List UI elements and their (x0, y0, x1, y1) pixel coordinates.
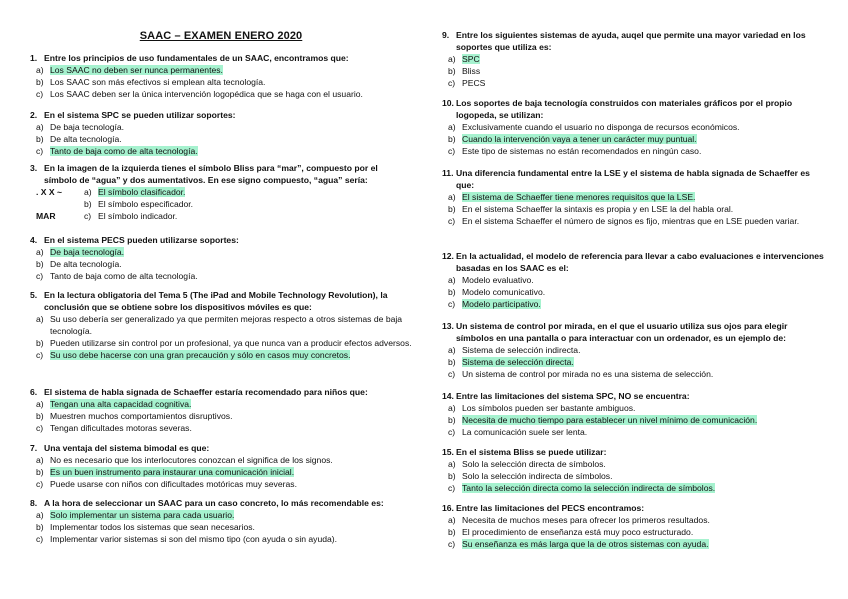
correct-answer-highlight: Tengan una alta capacidad cognitiva. (50, 398, 192, 409)
option-letter: b) (448, 470, 456, 481)
option-letter: c) (36, 422, 44, 433)
question-text: Una diferencia fundamental entre la LSE y el sistema de habla signada de Schaeffer es que: (456, 168, 810, 190)
option-text: Los símbolos pueden ser bastante ambiguos. (462, 402, 636, 413)
option-letter: b) (36, 258, 44, 269)
option-text: En el sistema Schaeffer el número de signos es fijo, mientras que en LSE pueden variar. (462, 215, 800, 226)
question-number: 10. (442, 98, 454, 108)
option-a (442, 345, 826, 357)
option-letter: a) (448, 274, 456, 285)
option-text: Sistema de selección indirecta. (462, 344, 581, 355)
option-a (442, 515, 826, 527)
correct-answer-highlight: El símbolo clasificador. (98, 186, 186, 197)
question-number: 5. (30, 290, 38, 300)
option-letter: c) (448, 215, 456, 226)
option-text: Solo la selección directa de símbolos. (462, 458, 606, 469)
question-14 (442, 391, 826, 439)
option-c (442, 78, 826, 90)
option-text: Tanto de baja como de alta tecnología. (50, 270, 198, 281)
option-text: De alta tecnología. (50, 133, 122, 144)
option-b (442, 287, 826, 299)
option-a (30, 314, 412, 338)
option-text: Este tipo de sistemas no están recomendados en ningún caso. (462, 145, 702, 156)
option-letter: a) (448, 458, 456, 469)
option-c (30, 271, 412, 283)
correct-answer-highlight: Es un buen instrumento para instaurar una comunicación inicial. (50, 466, 295, 477)
correct-answer-highlight: Modelo participativo. (462, 298, 541, 309)
option-text: Su uso debería ser generalizado ya que permiten mejoras respecto a otros sistemas de baja tecnología. (50, 313, 403, 336)
correct-answer-highlight: SPC (462, 53, 480, 64)
option-letter: a) (448, 121, 456, 132)
option-letter: b) (36, 133, 44, 144)
question-5 (30, 290, 412, 361)
option-text: El procedimiento de enseñanza está muy poco estructurado. (462, 526, 694, 537)
option-letter: c) (448, 368, 456, 379)
option-b (30, 522, 412, 534)
question-number: 8. (30, 498, 38, 508)
option-letter: b) (84, 198, 92, 209)
option-text: La comunicación suele ser lenta. (462, 426, 588, 437)
option-c (442, 216, 826, 228)
option-b (442, 471, 826, 483)
option-c (84, 211, 412, 223)
option-text: No es necesario que los interlocutores conozcan el significa de los signos. (50, 454, 333, 465)
option-b (30, 77, 412, 89)
question-text: El sistema de habla signada de Schaeffer estaría recomendado para niños que: (44, 387, 368, 397)
option-letter: c) (36, 349, 44, 360)
option-b (442, 357, 826, 369)
question-text: A la hora de seleccionar un SAAC para un caso concreto, lo más recomendable es: (44, 498, 384, 508)
option-letter: a) (36, 246, 44, 257)
option-letter: c) (36, 270, 44, 281)
option-b (84, 199, 412, 211)
question-text: En el sistema Bliss se puede utilizar: (456, 447, 607, 457)
option-c (30, 89, 412, 101)
question-number: 9. (442, 30, 450, 40)
option-text: Modelo comunicativo. (462, 286, 546, 297)
option-text: El símbolo especificador. (98, 198, 194, 209)
option-letter: a) (448, 53, 456, 64)
option-text: Tengan dificultades motoras severas. (50, 422, 192, 433)
option-a (442, 403, 826, 415)
question-2 (30, 110, 412, 158)
option-letter: a) (36, 313, 44, 324)
option-letter: b) (36, 466, 44, 477)
option-text: Implementar varior sistemas si son del mismo tipo (con ayuda o sin ayuda). (50, 533, 338, 544)
option-b (30, 259, 412, 271)
option-letter: a) (36, 64, 44, 75)
question-text: En el sistema SPC se pueden utilizar soportes: (44, 110, 236, 120)
bliss-symbol: . X X ~ (36, 186, 63, 197)
option-a (30, 399, 412, 411)
question-text: En la imagen de la izquierda tienes el símbolo Bliss para “mar”, compuesto por el símbolo de “agua” y dos aumentativos. En ese signo compuesto, “agua” sería: (44, 163, 378, 185)
question-12 (442, 251, 826, 311)
question-3 (30, 163, 412, 223)
option-text: El símbolo indicador. (98, 210, 178, 221)
question-10 (442, 98, 826, 158)
option-c (30, 479, 412, 491)
option-letter: c) (448, 77, 456, 88)
correct-answer-highlight: Los SAAC no deben ser nunca permanentes. (50, 64, 223, 75)
correct-answer-highlight: El sistema de Schaeffer tiene menores requisitos que la LSE. (462, 191, 696, 202)
question-number: 11. (442, 168, 454, 178)
option-letter: c) (36, 533, 44, 544)
option-letter: a) (36, 121, 44, 132)
option-letter: a) (448, 191, 456, 202)
question-7 (30, 443, 412, 491)
question-number: 2. (30, 110, 38, 120)
question-text: Entre las limitaciones del sistema SPC, NO se encuentra: (456, 391, 690, 401)
option-b (442, 527, 826, 539)
option-a (442, 122, 826, 134)
question-15 (442, 447, 826, 495)
correct-answer-highlight: Cuando la intervención vaya a tener un carácter muy puntual. (462, 133, 697, 144)
question-13 (442, 321, 826, 381)
correct-answer-highlight: Tanto de baja como de alta tecnología. (50, 145, 198, 156)
option-a (442, 459, 826, 471)
question-4 (30, 235, 412, 283)
question-8 (30, 498, 412, 546)
option-letter: b) (448, 414, 456, 425)
question-text: En la lectura obligatoria del Tema 5 (The iPad and Mobile Technology Revolution), la conclusión que se obtiene sobre los dispositivos móviles es que: (44, 290, 388, 312)
option-letter: b) (36, 521, 44, 532)
option-letter: c) (36, 88, 44, 99)
option-c (30, 350, 412, 362)
option-b (30, 411, 412, 423)
option-letter: b) (36, 76, 44, 87)
option-c (442, 299, 826, 311)
option-text: PECS (462, 77, 486, 88)
question-text: Entre los principios de uso fundamentales de un SAAC, encontramos que: (44, 53, 349, 63)
question-1 (30, 53, 412, 101)
question-6 (30, 387, 412, 435)
option-text: En el sistema Schaeffer la sintaxis es propia y en LSE la del habla oral. (462, 203, 734, 214)
option-text: Implementar todos los sistemas que sean necesarios. (50, 521, 255, 532)
option-c (30, 423, 412, 435)
option-letter: a) (36, 398, 44, 409)
question-text: Una ventaja del sistema bimodal es que: (44, 443, 210, 453)
option-text: Un sistema de control por mirada no es una sistema de selección. (462, 368, 714, 379)
option-letter: c) (84, 210, 92, 221)
option-text: Solo la selección indirecta de símbolos. (462, 470, 613, 481)
option-c (442, 539, 826, 551)
question-16 (442, 503, 826, 551)
question-number: 13. (442, 321, 454, 331)
option-c (30, 534, 412, 546)
question-number: 3. (30, 163, 38, 173)
option-letter: b) (448, 526, 456, 537)
option-c (442, 369, 826, 381)
option-letter: c) (448, 426, 456, 437)
option-letter: c) (36, 478, 44, 489)
option-text: De baja tecnología. (50, 121, 125, 132)
option-a (30, 510, 412, 522)
option-text: Los SAAC deben ser la única intervención logopédica que se haga con el usuario. (50, 88, 363, 99)
option-a (442, 54, 826, 66)
question-number: 12. (442, 251, 454, 261)
option-letter: a) (84, 186, 92, 197)
option-b (442, 134, 826, 146)
option-c (442, 427, 826, 439)
option-b (30, 467, 412, 479)
option-letter: a) (36, 454, 44, 465)
question-number: 1. (30, 53, 38, 63)
question-number: 14. (442, 391, 454, 401)
option-letter: b) (448, 133, 456, 144)
question-9 (442, 30, 826, 90)
bliss-word: MAR (36, 210, 56, 221)
question-number: 4. (30, 235, 38, 245)
correct-answer-highlight: Sistema de selección directa. (462, 356, 574, 367)
question-text: Entre las limitaciones del PECS encontramos: (456, 503, 645, 513)
correct-answer-highlight: Su enseñanza es más larga que la de otros sistemas con ayuda. (462, 538, 709, 549)
option-c (30, 146, 412, 158)
question-number: 6. (30, 387, 38, 397)
option-text: Muestren muchos comportamientos disruptivos. (50, 410, 233, 421)
option-a (84, 187, 412, 199)
option-a (442, 192, 826, 204)
option-a (30, 65, 412, 77)
option-b (442, 66, 826, 78)
option-text: De alta tecnología. (50, 258, 122, 269)
option-text: Exclusivamente cuando el usuario no disponga de recursos económicos. (462, 121, 740, 132)
option-a (30, 455, 412, 467)
question-11 (442, 168, 826, 228)
option-letter: c) (448, 145, 456, 156)
correct-answer-highlight: Su uso debe hacerse con una gran precaución y sólo en casos muy concretos. (50, 349, 351, 360)
question-number: 7. (30, 443, 38, 453)
correct-answer-highlight: De baja tecnología. (50, 246, 125, 257)
option-c (442, 146, 826, 158)
option-letter: a) (36, 509, 44, 520)
option-b (442, 204, 826, 216)
option-letter: b) (448, 356, 456, 367)
option-letter: c) (36, 145, 44, 156)
exam-title: SAAC – EXAMEN ENERO 2020 (139, 30, 303, 42)
correct-answer-highlight: Solo implementar un sistema para cada usuario. (50, 509, 235, 520)
question-text: En la actualidad, el modelo de referencia para llevar a cabo evaluaciones e intervenciones basadas en los SAAC es el: (456, 251, 824, 273)
correct-answer-highlight: Tanto la selección directa como la selección indirecta de símbolos. (462, 482, 716, 493)
option-letter: a) (448, 514, 456, 525)
question-number: 16. (442, 503, 454, 513)
option-letter: b) (36, 337, 44, 348)
option-b (30, 338, 412, 350)
option-a (30, 247, 412, 259)
option-a (30, 122, 412, 134)
question-text: Entre los siguientes sistemas de ayuda, auqel que permite una mayor variedad en los soportes que utiliza es: (456, 30, 806, 52)
question-text: En el sistema PECS pueden utilizarse soportes: (44, 235, 239, 245)
option-text: Puede usarse con niños con dificultades motóricas muy severas. (50, 478, 297, 489)
question-text: Los soportes de baja tecnología construidos con materiales gráficos por el propio logopeda, se utilizan: (456, 98, 793, 120)
option-letter: a) (448, 344, 456, 355)
option-text: Necesita de muchos meses para ofrecer los primeros resultados. (462, 514, 710, 525)
option-letter: c) (448, 482, 456, 493)
option-b (442, 415, 826, 427)
option-a (442, 275, 826, 287)
option-b (30, 134, 412, 146)
option-c (442, 483, 826, 495)
option-letter: b) (36, 410, 44, 421)
question-text: Un sistema de control por mirada, en el que el usuario utiliza sus ojos para elegir símbolos en una pantalla o para interactuar con un ordenador, es un ejemplo de: (456, 321, 788, 343)
option-letter: c) (448, 298, 456, 309)
option-text: Bliss (462, 65, 481, 76)
option-text: Pueden utilizarse sin control por un profesional, ya que nunca van a producir efectos adversos. (50, 337, 412, 348)
option-letter: b) (448, 203, 456, 214)
option-text: Los SAAC son más efectivos si emplean alta tecnología. (50, 76, 266, 87)
option-letter: b) (448, 286, 456, 297)
option-text: Modelo evaluativo. (462, 274, 534, 285)
option-letter: c) (448, 538, 456, 549)
question-number: 15. (442, 447, 454, 457)
option-letter: a) (448, 402, 456, 413)
option-letter: b) (448, 65, 456, 76)
correct-answer-highlight: Necesita de mucho tiempo para establecer un nivel mínimo de comunicación. (462, 414, 758, 425)
